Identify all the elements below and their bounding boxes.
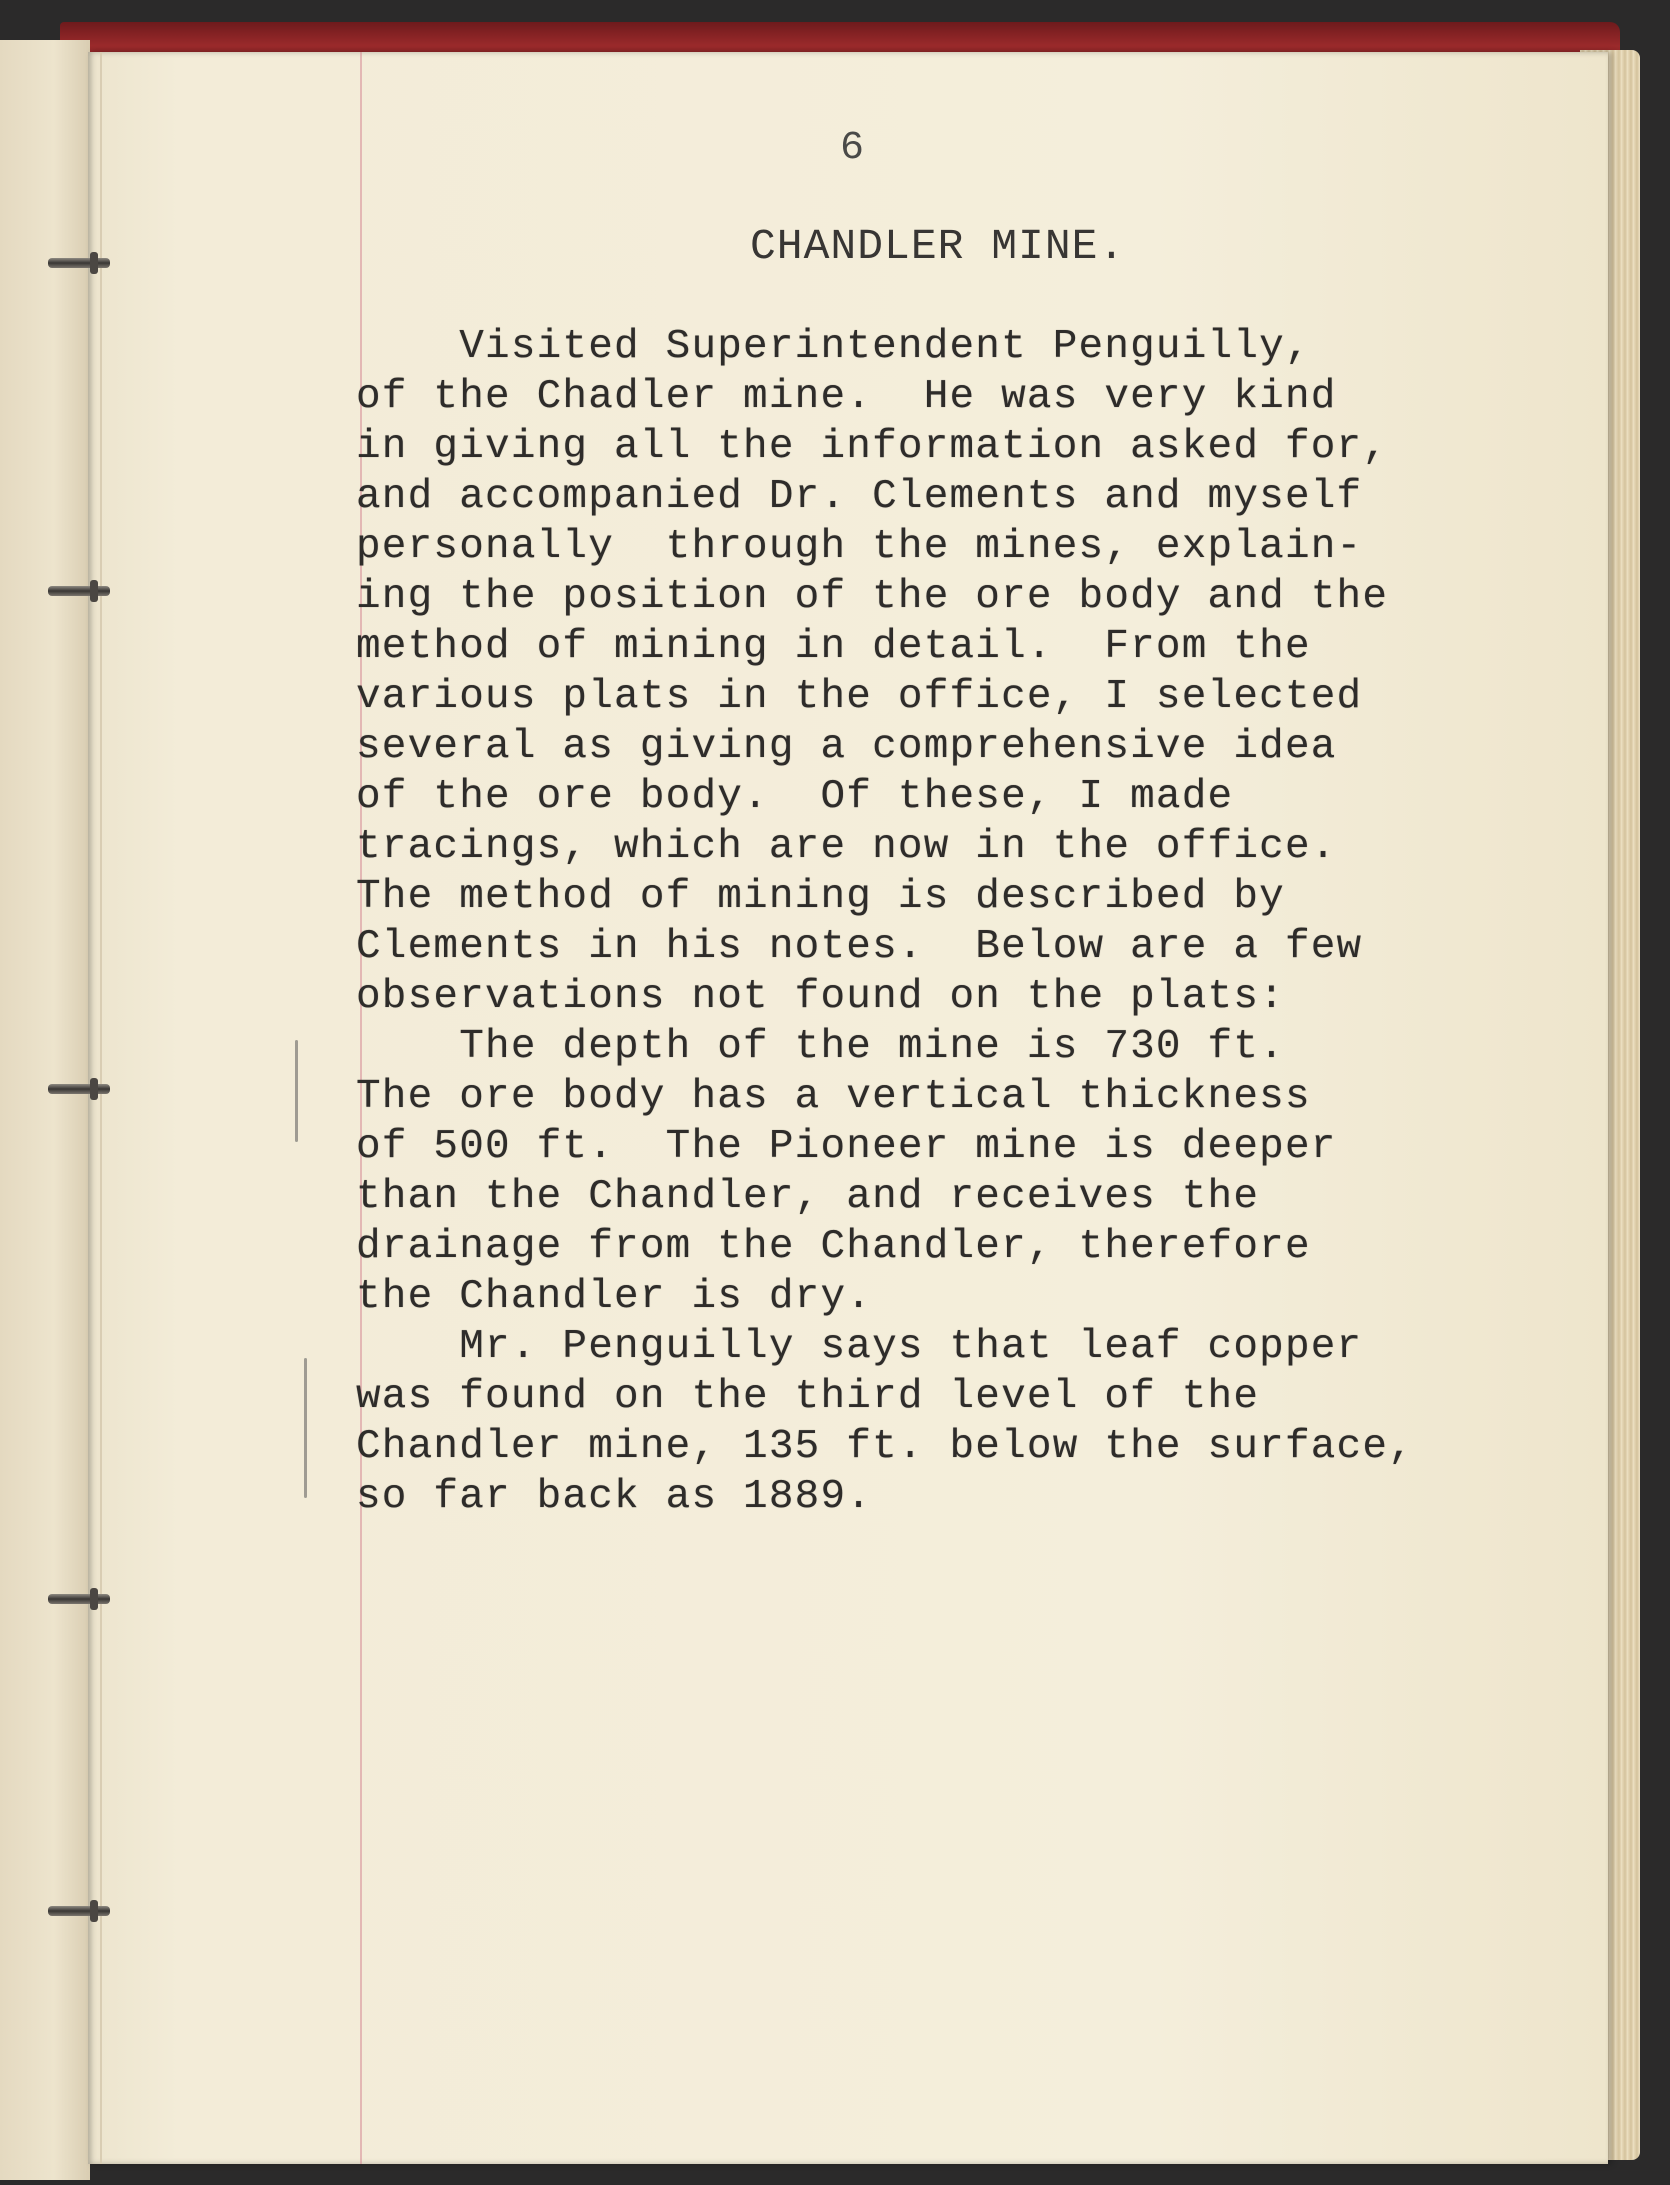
text-line: method of mining in detail. From the <box>356 624 1311 670</box>
text-line: drainage from the Chandler, therefore <box>356 1224 1311 1270</box>
typed-body-text <box>356 322 1616 1522</box>
text-line: ing the position of the ore body and the <box>356 574 1389 620</box>
binder-ring-2 <box>48 586 110 596</box>
gutter-line <box>100 52 102 2164</box>
text-line: in giving all the information asked for, <box>356 424 1389 470</box>
text-line: of 500 ft. The Pioneer mine is deeper <box>356 1124 1337 1170</box>
text-line: several as giving a comprehensive idea <box>356 724 1337 770</box>
text-line: the Chandler is dry. <box>356 1274 873 1320</box>
text-line: personally through the mines, explain- <box>356 524 1363 570</box>
binder-ring-1 <box>48 258 110 268</box>
text-line: so far back as 1889. <box>356 1474 873 1520</box>
page-number: 6 <box>840 126 866 171</box>
pencil-margin-mark-1 <box>295 1040 298 1142</box>
page-title: CHANDLER MINE. <box>750 222 1126 271</box>
text-line: of the ore body. Of these, I made <box>356 774 1234 820</box>
binder-ring-5 <box>48 1906 110 1916</box>
text-line: was found on the third level of the <box>356 1374 1260 1420</box>
text-line: tracings, which are now in the office. <box>356 824 1337 870</box>
text-line: Clements in his notes. Below are a few <box>356 924 1363 970</box>
text-line: observations not found on the plats: <box>356 974 1285 1020</box>
facing-page <box>0 40 90 2180</box>
text-line: Visited Superintendent Penguilly, <box>356 324 1311 370</box>
text-line: various plats in the office, I selected <box>356 674 1363 720</box>
text-line: of the Chadler mine. He was very kind <box>356 374 1337 420</box>
text-line: The method of mining is described by <box>356 874 1285 920</box>
binder-ring-4 <box>48 1594 110 1604</box>
text-line: The ore body has a vertical thickness <box>356 1074 1311 1120</box>
text-line: The depth of the mine is 730 ft. <box>356 1024 1285 1070</box>
text-line: than the Chandler, and receives the <box>356 1174 1260 1220</box>
text-line: Mr. Penguilly says that leaf copper <box>356 1324 1363 1370</box>
text-line: Chandler mine, 135 ft. below the surface, <box>356 1424 1414 1470</box>
binder-ring-3 <box>48 1084 110 1094</box>
pencil-margin-mark-2 <box>304 1358 307 1498</box>
text-line: and accompanied Dr. Clements and myself <box>356 474 1363 520</box>
